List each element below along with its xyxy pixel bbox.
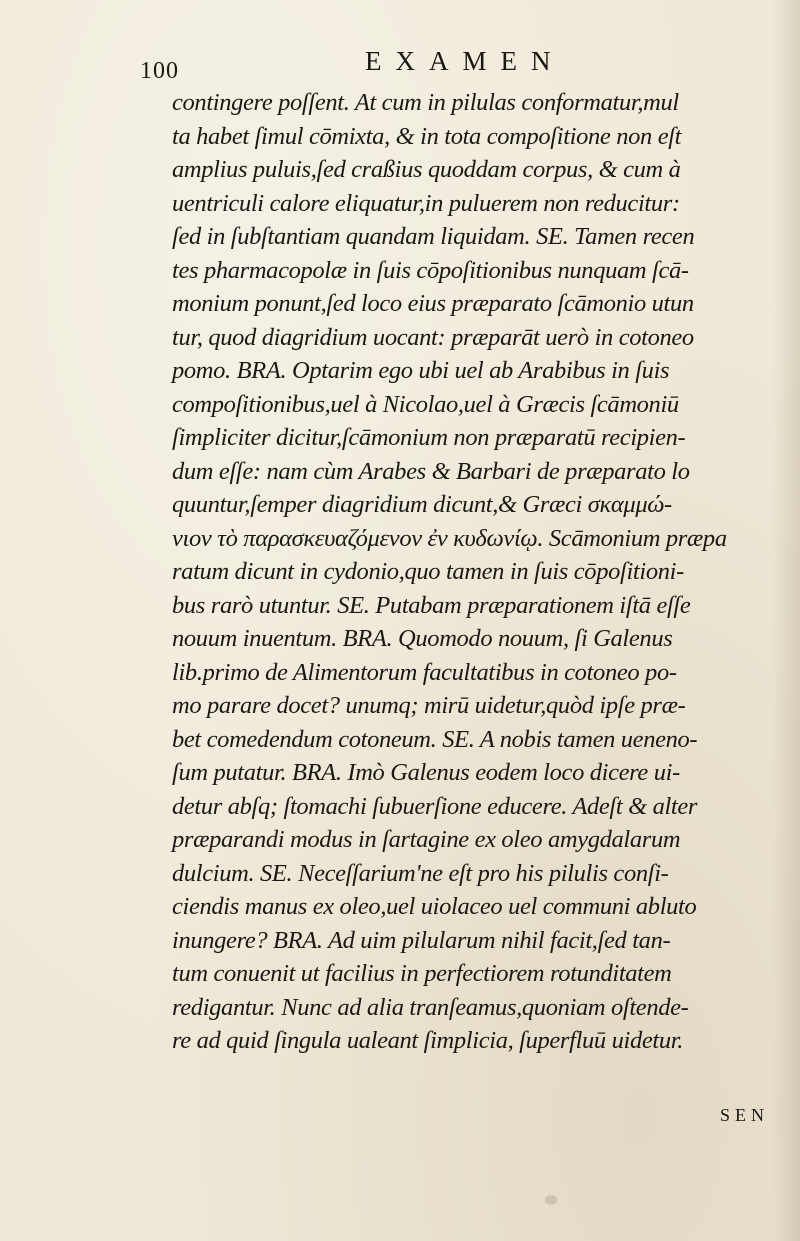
paper-stain xyxy=(545,1195,557,1205)
text-line: amplius puluis,ſed craßius quoddam corpus, & cum à xyxy=(172,156,681,183)
text-line: tum conuenit ut facilius in perfectiorem rotunditatem xyxy=(172,960,672,987)
text-line: ta habet ſimul cōmixta, & in tota compoſitione non eſt xyxy=(172,122,682,150)
catchword: SEN xyxy=(720,1105,770,1125)
body-text xyxy=(172,86,782,1058)
text-line: tur, quod diagridium uocant: præparāt uerò in cotoneo xyxy=(172,323,694,351)
text-line: inungere? BRA. Ad uim pilularum nihil facit,ſed tan- xyxy=(172,926,671,954)
text-line: dum eſſe: nam cùm Arabes & Barbari de præparato lo xyxy=(172,457,690,485)
text-line: uentriculi calore eliquatur,in puluerem non reducitur: xyxy=(172,189,680,217)
text-line: bus rarò utuntur. SE. Putabam præparationem iſtā eſſe xyxy=(172,591,691,619)
page-number: 100 xyxy=(140,58,179,84)
text-line: νιον τὸ παρασκευαζόμενον ἐν κυδωνίῳ. Scāmonium præpa xyxy=(172,524,727,552)
text-line: detur abſq; ſtomachi ſubuerſione educere. Adeſt & alter xyxy=(172,792,698,820)
text-line: lib.primo de Alimentorum facultatibus in cotoneo po- xyxy=(172,658,677,686)
text-line: bet comedendum cotoneum. SE. A nobis tamen ueneno- xyxy=(172,725,698,753)
text-line: ſed in ſubſtantiam quandam liquidam. SE. Tamen recen xyxy=(172,223,695,250)
page-header xyxy=(0,40,800,90)
text-line: ſimpliciter dicitur,ſcāmonium non præparatū recipien- xyxy=(172,424,686,451)
text-line: redigantur. Nunc ad alia tranſeamus,quoniam oſtende- xyxy=(172,993,689,1021)
text-line: quuntur,ſemper diagridium dicunt,& Græci σκαμμώ- xyxy=(172,491,672,518)
text-line: tes pharmacopolæ in ſuis cōpoſitionibus nunquam ſcā- xyxy=(172,256,689,284)
text-line: mo parare docet? unumq; mirū uidetur,quòd ipſe præ- xyxy=(172,692,686,719)
text-line: monium ponunt,ſed loco eius præparato ſcāmonio utun xyxy=(172,290,694,317)
text-line: contingere poſſent. At cum in pilulas conformatur,mul xyxy=(172,89,679,116)
text-line: præparandi modus in ſartagine ex oleo amygdalarum xyxy=(172,826,681,853)
text-line: nouum inuentum. BRA. Quomodo nouum, ſi Galenus xyxy=(172,625,673,652)
text-line: re ad quid ſingula ualeant ſimplicia, ſuperfluū uidetur. xyxy=(172,1027,683,1054)
running-head: EXAMEN xyxy=(365,46,565,76)
text-line: pomo. BRA. Optarim ego ubi uel ab Arabibus in ſuis xyxy=(172,357,670,384)
text-line: ſum putatur. BRA. Imò Galenus eodem loco dicere ui- xyxy=(172,759,680,786)
text-line: ciendis manus ex oleo,uel uiolaceo uel communi abluto xyxy=(172,893,697,920)
text-line: ratum dicunt in cydonio,quo tamen in ſuis cōpoſitioni- xyxy=(172,558,684,585)
text-line: compoſitionibus,uel à Nicolao,uel à Græcis ſcāmoniū xyxy=(172,390,679,418)
text-line: dulcium. SE. Neceſſarium'ne eſt pro his pilulis conſi- xyxy=(172,859,669,887)
